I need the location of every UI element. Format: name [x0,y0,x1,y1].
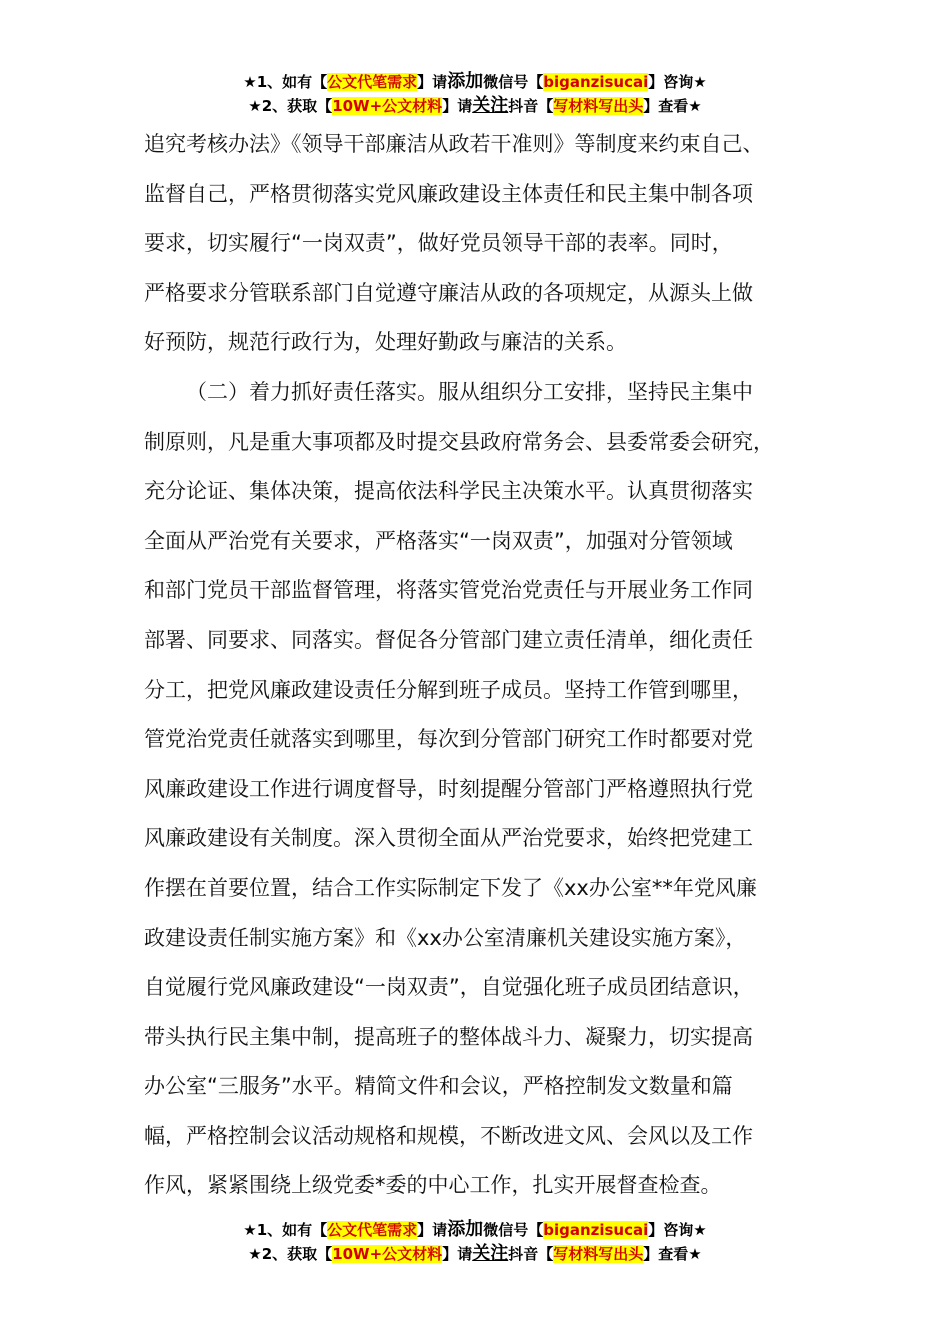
banner-1-prefix: ★1、如有【 [243,73,328,91]
body-line: 全面从严治党有关要求，严格落实“一岗双责”，加强对分管领域 [144,528,733,553]
body-line: 办公室“三服务”水平。精简文件和会议，严格控制发文数量和篇 [144,1074,733,1099]
banner-1-mid1: 】请 [417,1221,448,1239]
body-line: 追究考核办法》《领导干部廉洁从政若干准则》等制度来约束自己、 [144,132,764,156]
banner-2-highlight-douyin: 写材料写出头 [553,97,644,115]
banner-2-mid1: 】请 [442,97,473,115]
banner-2-suffix: 】查看★ [643,1245,702,1263]
body-line: 严格要求分管联系部门自觉遵守廉洁从政的各项规定，从源头上做 [144,280,753,305]
banner-1-suffix: 】咨询★ [648,1221,707,1239]
body-line: 好预防，规范行政行为，处理好勤政与廉洁的关系。 [144,330,627,355]
body-line: 分工，把党风廉政建设责任分解到班子成员。坚持工作管到哪里， [144,677,753,702]
banner-line-1 [0,1218,950,1242]
banner-1-highlight-wechat: biganzisucai [543,1221,649,1239]
header-banner [0,70,950,118]
section-heading-line: （二）着力抓好责任落实。服从组织分工安排，坚持民主集中 [186,379,753,404]
body-line: 风廉政建设有关制度。深入贯彻全面从严治党要求，始终把党建工 [144,826,753,851]
banner-2-mid3: 抖音【 [508,1245,554,1263]
body-line: 监督自己，严格贯彻落实党风廉政建设主体责任和民主集中制各项 [144,181,753,206]
banner-1-highlight-wechat: biganzisucai [543,73,649,91]
footer-banner [0,1218,950,1266]
banner-1-mid1: 】请 [417,73,448,91]
banner-1-mid3: 微信号【 [483,1221,544,1239]
banner-1-mid2: 添加 [447,71,484,92]
banner-1-suffix: 】咨询★ [648,73,707,91]
banner-1-highlight-service: 公文代笔需求 [327,73,418,91]
banner-line-2 [0,94,950,118]
banner-2-mid2: 关注 [472,95,509,116]
body-line: 自觉履行党风廉政建设“一岗双责”，自觉强化班子成员团结意识， [144,975,754,1000]
body-line: 管党治党责任就落实到哪里，每次到分管部门研究工作时都要对党 [144,727,753,752]
body-line: 部署、同要求、同落实。督促各分管部门建立责任清单，细化责任 [144,627,753,652]
banner-1-mid2: 添加 [447,1219,484,1240]
body-line: 要求，切实履行“一岗双责”，做好党员领导干部的表率。同时， [144,231,733,256]
body-line: 带头执行民主集中制，提高班子的整体战斗力、凝聚力，切实提高 [144,1024,753,1049]
banner-2-prefix: ★2、获取【 [248,1245,333,1263]
banner-line-2 [0,1242,950,1266]
body-line: 充分论证、集体决策，提高依法科学民主决策水平。认真贯彻落实 [144,479,753,504]
body-line: 作风，紧紧围绕上级党委*委的中心工作，扎实开展督查检查。 [144,1173,722,1198]
body-line: 风廉政建设工作进行调度督导，时刻提醒分管部门严格遵照执行党 [144,776,753,801]
banner-1-prefix: ★1、如有【 [243,1221,328,1239]
body-line: 和部门党员干部监督管理，将落实管党治党责任与开展业务工作同 [144,578,753,603]
body-line: 政建设责任制实施方案》和《xx办公室清廉机关建设实施方案》， [144,925,747,950]
banner-line-1 [0,70,950,94]
banner-1-mid3: 微信号【 [483,73,544,91]
banner-2-mid3: 抖音【 [508,97,554,115]
banner-2-mid2: 关注 [472,1243,509,1264]
body-line: 制原则，凡是重大事项都及时提交县政府常务会、县委常委会研究， [144,429,774,454]
body-line: 幅，严格控制会议活动规格和规模，不断改进文风、会风以及工作 [144,1123,753,1148]
document-body [144,126,834,1217]
banner-1-highlight-service: 公文代笔需求 [327,1221,418,1239]
banner-2-suffix: 】查看★ [643,97,702,115]
banner-2-highlight-materials: 10W+公文材料 [332,97,443,115]
banner-2-prefix: ★2、获取【 [248,97,333,115]
banner-2-highlight-douyin: 写材料写出头 [553,1245,644,1263]
banner-2-highlight-materials: 10W+公文材料 [332,1245,443,1263]
banner-2-mid1: 】请 [442,1245,473,1263]
body-line: 作摆在首要位置，结合工作实际制定下发了《xx办公室**年党风廉 [144,875,757,900]
